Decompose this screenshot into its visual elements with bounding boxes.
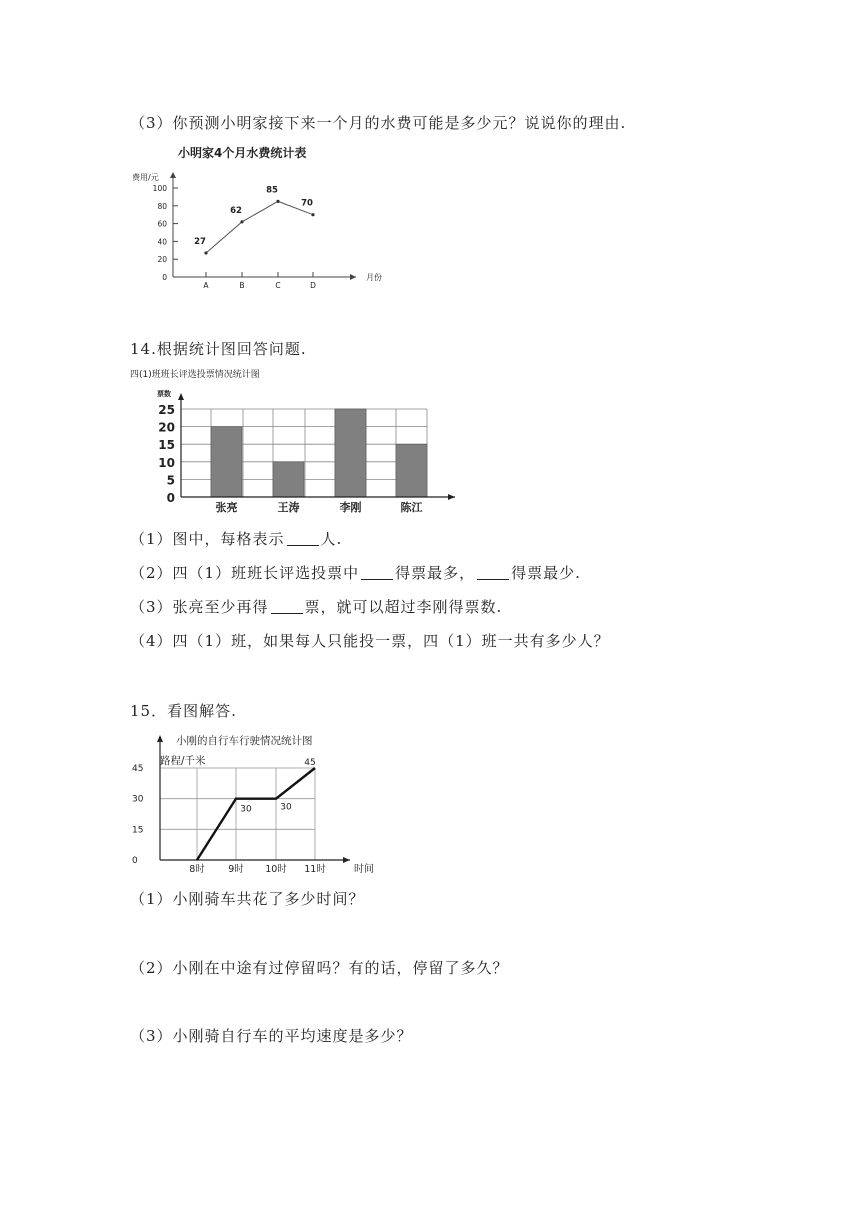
bar	[273, 462, 304, 497]
q14-part2	[130, 562, 581, 583]
y-axis-arrow	[170, 172, 176, 178]
answer-blank[interactable]	[287, 531, 319, 546]
chart1-ylabel: 费用/元	[132, 173, 159, 182]
q14-p2-text-b: 得票最多，	[395, 564, 476, 582]
data-label: 62	[230, 205, 242, 216]
x-tick-label: A	[203, 281, 209, 290]
x-tick-label: 11时	[304, 864, 326, 875]
q14-p1-text-a: （1）图中，每格表示	[130, 530, 285, 548]
x-axis-arrow	[448, 494, 455, 500]
data-point	[276, 200, 279, 203]
chart1-xlabel: 月份	[366, 273, 382, 282]
bar	[335, 409, 366, 497]
chart3-grid	[160, 768, 315, 860]
y-tick-label: 10	[158, 455, 175, 470]
answer-blank[interactable]	[477, 565, 509, 580]
chart1-y-ticks	[153, 184, 178, 282]
y-tick-label: 30	[132, 794, 144, 805]
q14-part1	[130, 528, 342, 549]
y-tick-label: 15	[158, 438, 175, 453]
data-point	[204, 251, 207, 254]
x-tick-label: 李刚	[339, 501, 362, 514]
chart2-title: 四(1)班班长评选投票情况统计图	[130, 370, 260, 380]
q15-part3: （3）小刚骑自行车的平均速度是多少？	[130, 1027, 413, 1045]
water-fee-chart	[130, 140, 420, 295]
y-tick-label: 80	[157, 201, 167, 211]
chart2-ylabel: 票数	[157, 390, 171, 398]
y-axis-arrow	[157, 735, 163, 742]
series-line	[197, 768, 315, 860]
chart1-axes	[170, 172, 356, 280]
answer-blank[interactable]	[271, 599, 303, 614]
data-label: 45	[304, 758, 316, 768]
y-tick-label: 0	[162, 273, 167, 282]
chart3-x-ticks	[189, 863, 326, 875]
x-tick-label: 陈江	[400, 501, 423, 514]
q14-p1-text-b: 人.	[320, 530, 343, 548]
data-point	[240, 220, 243, 223]
chart3-series	[197, 758, 316, 860]
q14-heading: 14.根据统计图回答问题.	[130, 340, 307, 358]
series-line	[206, 198, 313, 253]
x-tick-label: 王涛	[277, 501, 300, 514]
data-label: 70	[301, 198, 313, 209]
chart1-title: 小明家4个月水费统计表	[178, 146, 307, 160]
x-axis-arrow	[343, 857, 350, 863]
y-tick-label: 20	[158, 420, 175, 435]
x-tick-label: D	[310, 281, 316, 290]
chart2-x-ticks	[216, 500, 424, 514]
y-tick-label: 60	[157, 219, 167, 229]
x-tick-label: C	[275, 281, 281, 290]
chart1-x-ticks	[203, 272, 316, 290]
y-tick-label: 0	[132, 856, 138, 866]
y-tick-label: 5	[166, 473, 175, 488]
bar	[396, 444, 427, 497]
chart3-y-ticks	[132, 764, 144, 866]
data-label: 30	[240, 804, 252, 815]
x-tick-label: 10时	[265, 864, 287, 875]
y-tick-label: 15	[132, 825, 144, 836]
bar	[211, 427, 242, 497]
answer-blank[interactable]	[361, 565, 393, 580]
x-tick-label: 9时	[228, 864, 244, 875]
q13-part3-text: （3）你预测小明家接下来一个月的水费可能是多少元？说说你的理由.	[130, 114, 627, 132]
chart3-xlabel: 时间	[354, 864, 374, 875]
data-point	[311, 213, 314, 216]
chart3-ylabel: 路程/千米	[160, 755, 206, 767]
q15-heading: 15．看图解答.	[130, 702, 237, 720]
y-tick-label: 40	[157, 237, 167, 247]
chart3-title: 小刚的自行车行驶情况统计图	[176, 735, 313, 747]
y-tick-label: 45	[132, 764, 144, 774]
chart2-y-ticks	[158, 403, 175, 505]
x-tick-label: 8时	[189, 864, 205, 875]
data-label: 27	[194, 236, 206, 247]
q14-part3	[130, 596, 502, 617]
x-axis-arrow	[350, 274, 356, 280]
y-tick-label: 100	[152, 184, 167, 193]
q14-p2-text-a: （2）四（1）班班长评选投票中	[130, 564, 360, 582]
chart1-series	[194, 185, 315, 254]
bike-distance-chart	[130, 728, 390, 878]
q14-p3-text-b: 票，就可以超过李刚得票数.	[304, 598, 503, 616]
data-label: 30	[280, 802, 292, 813]
q15-part2: （2）小刚在中途有过停留吗？有的话，停留了多久？	[130, 959, 509, 977]
data-label: 85	[266, 185, 278, 196]
q14-p3-text-a: （3）张亮至少再得	[130, 598, 269, 616]
vote-bar-chart	[130, 366, 460, 516]
q14-p2-text-c: 得票最少.	[511, 564, 581, 582]
q15-part1: （1）小刚骑车共花了多少时间？	[130, 890, 365, 908]
y-tick-label: 20	[157, 255, 167, 265]
x-tick-label: 张亮	[215, 501, 238, 514]
y-axis-arrow	[178, 393, 184, 400]
y-tick-label: 0	[166, 491, 175, 505]
y-tick-label: 25	[158, 403, 175, 417]
x-tick-label: B	[239, 281, 245, 290]
q14-part4: （4）四（1）班，如果每人只能投一票，四（1）班一共有多少人？	[130, 632, 610, 650]
